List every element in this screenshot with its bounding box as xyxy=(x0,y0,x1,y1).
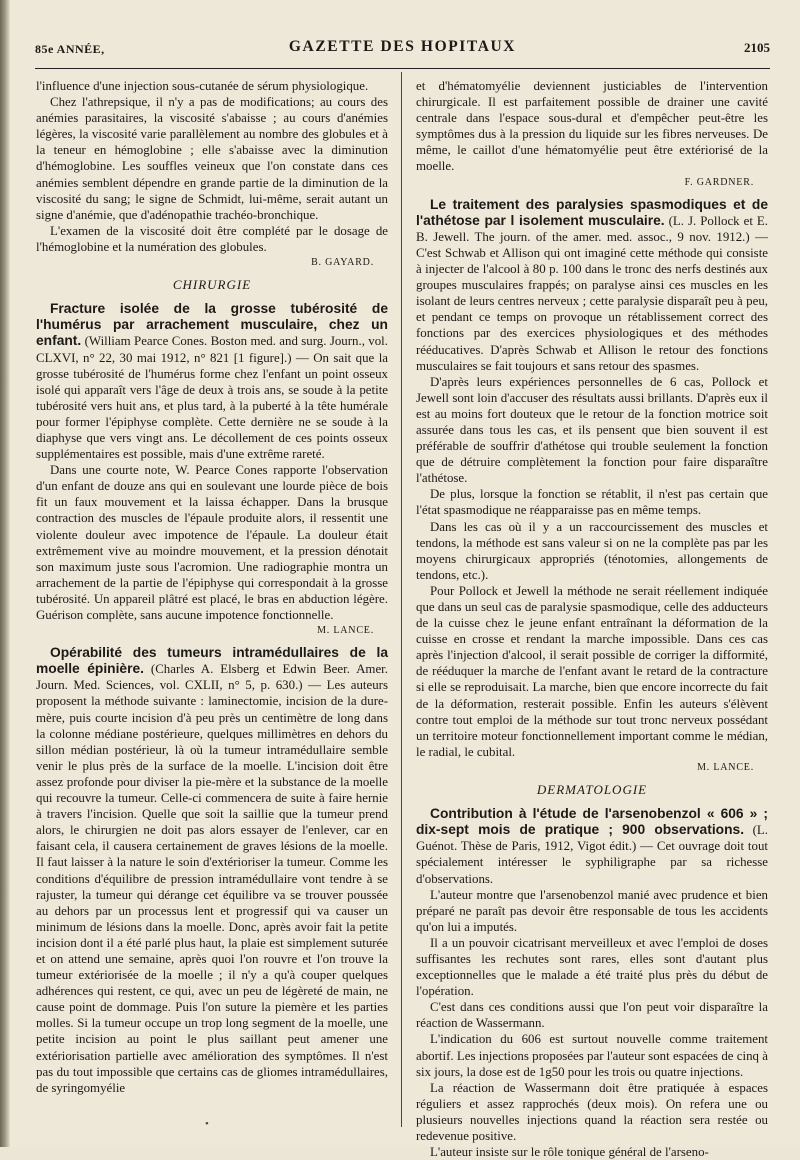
paragraph: D'après leurs expériences personnelles de 6 cas, Pollock et Jewell sont loin d'accuser des résultats aussi brillants. D'après eux il est au moins fort douteux que le retour de la fonction motrice soit assurée dans tous les cas, et ils pensent que bien souvent il est préférable de souffrir d'athétose qui trouble seulement la fonction que de détruire complètement la fonction pour faire disparaître l'athétose. xyxy=(416,374,768,486)
page-number: 2105 xyxy=(744,40,770,55)
author-signature: F. GARDNER. xyxy=(684,176,754,188)
left-column xyxy=(36,78,388,1096)
paragraph: L'auteur montre que l'arsenobenzol manié avec prudence et bien préparé ne paraît pas devoir être responsable de tous les accidents qu'on lui a imputés. xyxy=(416,887,768,934)
article xyxy=(416,806,768,886)
article-title: Opérabilité des tumeurs intramédullaires de la moelle épinière. xyxy=(36,645,388,677)
paragraph: Dans les cas où il y a un raccourcissement des muscles et tendons, la méthode est sans valeur si on ne la complète pas par les moyens chirurgicaux appropriés (ténotomies, allongements de tendons, etc.). xyxy=(416,519,768,582)
article-title: Fracture isolée de la grosse tubérosité de l'humérus par arrachement musculaire, chez un enfant. xyxy=(36,301,388,349)
paragraph: L'examen de la viscosité doit être complété par le dosage de l'hémoglobine et la numération des globules. xyxy=(36,223,388,254)
article xyxy=(36,301,388,462)
paragraph: Dans une courte note, W. Pearce Cones rapporte l'observation d'un enfant de douze ans qui en soulevant une lourde pièce de bois fit un faux mouvement et la laissa échapper. Dans la brusque contraction des muscles de l'épaule produite alors, il ressentit une violente douleur avec impotence de l'épaule. La douleur était extrêmement vive au moindre mouvement, et la pression dénotait son maximum juste sous l'acromion. Une radiographie montra un arrachement de la partie de l'épiphyse qui correspondait à la grosse tubérosité. Un appareil plâtré est placé, le bras en abduction légère. Guérison complète, sans aucune impotence fonctionnelle. xyxy=(36,463,388,622)
footer-mark: • xyxy=(205,1118,209,1130)
paragraph: Chez l'athrepsique, il n'y a pas de modifications; au cours des anémies parasitaires, la viscosité s'abaisse ; au cours d'anémies légères, la viscosité varie parallèlement au nombre des globules et à la teneur en hémoglobine ; elle s'abaisse avec la diminution d'hémoglobine. Les souffles veineux que l'on constate dans ces anémies semblent dépendre en grande partie de la diminution de la viscosité du sang; le signe de Schmidt, lui-même, serait autant un signe d'anémie, que d'adénopathie trachéo-bronchique. xyxy=(36,95,388,222)
paragraph: De plus, lorsque la fonction se rétablit, il n'est pas certain que l'état spasmodique ne réapparaisse pas en même temps. xyxy=(416,487,768,518)
right-column xyxy=(416,78,768,1160)
author-signature: M. LANCE. xyxy=(697,761,754,773)
article-title: Le traitement des paralysies spasmodiques et de l'athétose par l isolement musculaire. xyxy=(416,196,768,228)
section-heading: CHIRURGIE xyxy=(172,277,252,293)
section-heading: DERMATOLOGIE xyxy=(536,782,648,798)
article-reference: (Charles A. Elsberg et Edwin Beer. Amer. Journ. Med. Sciences, vol. CXLII, n° 5, p. 630.) — Les auteurs proposent la méthode suivante : laminectomie, incision de la dure-mère, puis courte incision d'à peu près un centimètre de long dans la colonne médiane postérieure, quelques millimètres en dehors du sillon médian postérieur, là où la tumeur intramédullaire semble venir le plus près de la surface de la moelle. L'incision doit être assez profonde pour diviser la pie-mère et la substance de la moelle qui recouvre la tumeur. Celle-ci commencera de suite à faire hernie à travers l'incision. Quelle que soit la saillie que la tumeur prend alors, le chirurgien ne doit pas alors essayer de l'enlever, car en faisant cela, il causera certainement de graves lésions de la moelle. Il faut laisser à la nature le soin d'extérioriser la tumeur. Comme les conditions d'équilibre de pression intramédullaire vont tendre à se rajuster, la tumeur qui dérange cet équilibre va se trouver poussée au dehors par un processus lent et progressif qui va causer un minimum de lésions dans la moelle. Donc, après avoir fait la petite incision dont il a été parlé plus haut, la plaie est simplement suturée et on attend une semaine, après quoi l'on rouvre et l'on trouve la tumeur extériorisée de la moelle ; il n'y a qu'à couper quelques adhérences qui restent, ce qui, avec un peu de légèreté de main, ne cause point de dommage. Puis l'on suture la piemère et les parties molles. Si la tumeur occupe un trop long segment de la moelle, une petite incision au point le plus saillant peut amener une extériorisation partielle avec amélioration des symptômes. Il n'est pas du tout impossible que certains cas de gliomes intramédullaires, de syringomyélie xyxy=(36,662,388,1095)
article-reference: (L. J. Pollock et E. B. Jewell. The journ. of the amer. med. assoc., 9 nov. 1912.) — C'est Schwab et Allison qui ont imaginé cette méthode qui consiste à injecter de l'alcool à 80 p. 100 dans le tronc des nerfs destinés aux groupes musculaires frappés; on paralyse ainsi ces muscles en les isolant de leurs centres nerveux ; cette paralysie disparaît peu à peu, et pendant ce temps on provoque un rétablissement correct des fonctions par des exercices physiologiques et des méthodes rééducatives. D'après Schwab et Allison le retour des fonctions musculaires se fait toujours et sans retour des spasmes. xyxy=(416,213,769,373)
article xyxy=(36,645,388,1096)
article-reference: (William Pearce Cones. Boston med. and surg. Journ., vol. CLXVI, n° 22, 30 mai 1912, n° 821 [1 figure].) — On sait que la grosse tubérosité de l'humérus forme chez l'enfant un point osseux isolé qui apparaît vers l'âge de deux à trois ans, se soude à la petite tubérosité vers huit ans, et plus tard, à la puberté à la tête humérale pour former l'épiphyse complète. Cette dernière ne se soude à la diaphyse que vers vingt ans. Le décollement de ces points osseux supplémentaires est possible, mais d'une extrême rareté. xyxy=(36,334,388,462)
paragraph: et d'hématomyélie deviennent justiciables de l'intervention chirurgicale. Il est parfaitement possible de drainer une cavité centrale dans l'espace sous-dural et d'empêcher peut-être les symptômes dus à la pression du liquide sur les fibres nerveuses. De même, le caillot d'une hématomyélie peut être extériorisé de la moelle. xyxy=(416,79,768,174)
column-divider xyxy=(401,72,402,1127)
author-signature: B. GAYARD. xyxy=(311,257,374,269)
article-title: Contribution à l'étude de l'arsenobenzol « 606 » ; dix-sept mois de pratique ; 900 observations. xyxy=(416,806,768,838)
page-binding-edge xyxy=(0,0,10,1147)
paragraph: L'indication du 606 est surtout nouvelle comme traitement abortif. Les injections proposées par l'auteur sont espacées de cinq à six jours, la dose est de 1g50 pour les trois ou quatre injections. xyxy=(416,1032,768,1079)
article xyxy=(416,197,768,374)
article-reference: (L. Guénot. Thèse de Paris, 1912, Vigot édit.) — Cet ouvrage doit tout spécialement intéresser le syphiligraphe par sa richesse d'observations. xyxy=(416,823,768,886)
page-header xyxy=(35,36,770,64)
paragraph: La réaction de Wassermann doit être pratiquée à espaces réguliers et assez rapprochés (deux mois). On refera une ou plusieurs nouvelles injections quand la réaction sera restée ou redevenue positive. xyxy=(416,1080,768,1143)
author-signature: M. LANCE. xyxy=(317,625,374,637)
paragraph: C'est dans ces conditions aussi que l'on peut voir disparaître la réaction de Wassermann. xyxy=(416,1000,768,1031)
paragraph: l'influence d'une injection sous-cutanée de sérum physiologique. xyxy=(36,79,369,93)
paragraph: Pour Pollock et Jewell la méthode ne serait réellement indiquée que dans un seul cas de paralysie spasmodique, celle des adducteurs de la cuisse chez le jeune enfant entraînant la déformation de la cuisse en crosse et rendant la marche impossible. Dans ces cas après l'injection d'alcool, il serait possible de corriger la difformité, de rééduquer la marche de l'enfant avant le retard de la contracture si elle se reproduisait. La marche, bien que encore incorrecte du fait de la déformation, resterait possible. Enfin les auteurs s'élèvent contre tout emploi de la méthode sur tout tronc nerveux possédant un territoire moteur fonctionnellement important comme le médian, le radial, le cubital. xyxy=(416,583,768,759)
header-rule xyxy=(35,68,770,69)
journal-title: GAZETTE DES HOPITAUX xyxy=(288,38,517,55)
paragraph: Il a un pouvoir cicatrisant merveilleux et avec l'emploi de doses suffisantes les rechutes sont rares, elles sont d'autant plus exceptionnelles que le malade a été traité plus près du début de l'opération. xyxy=(416,935,768,999)
issue-label: 85e ANNÉE, xyxy=(35,42,105,56)
paragraph: L'auteur insiste sur le rôle tonique général de l'arseno- xyxy=(430,1145,709,1160)
